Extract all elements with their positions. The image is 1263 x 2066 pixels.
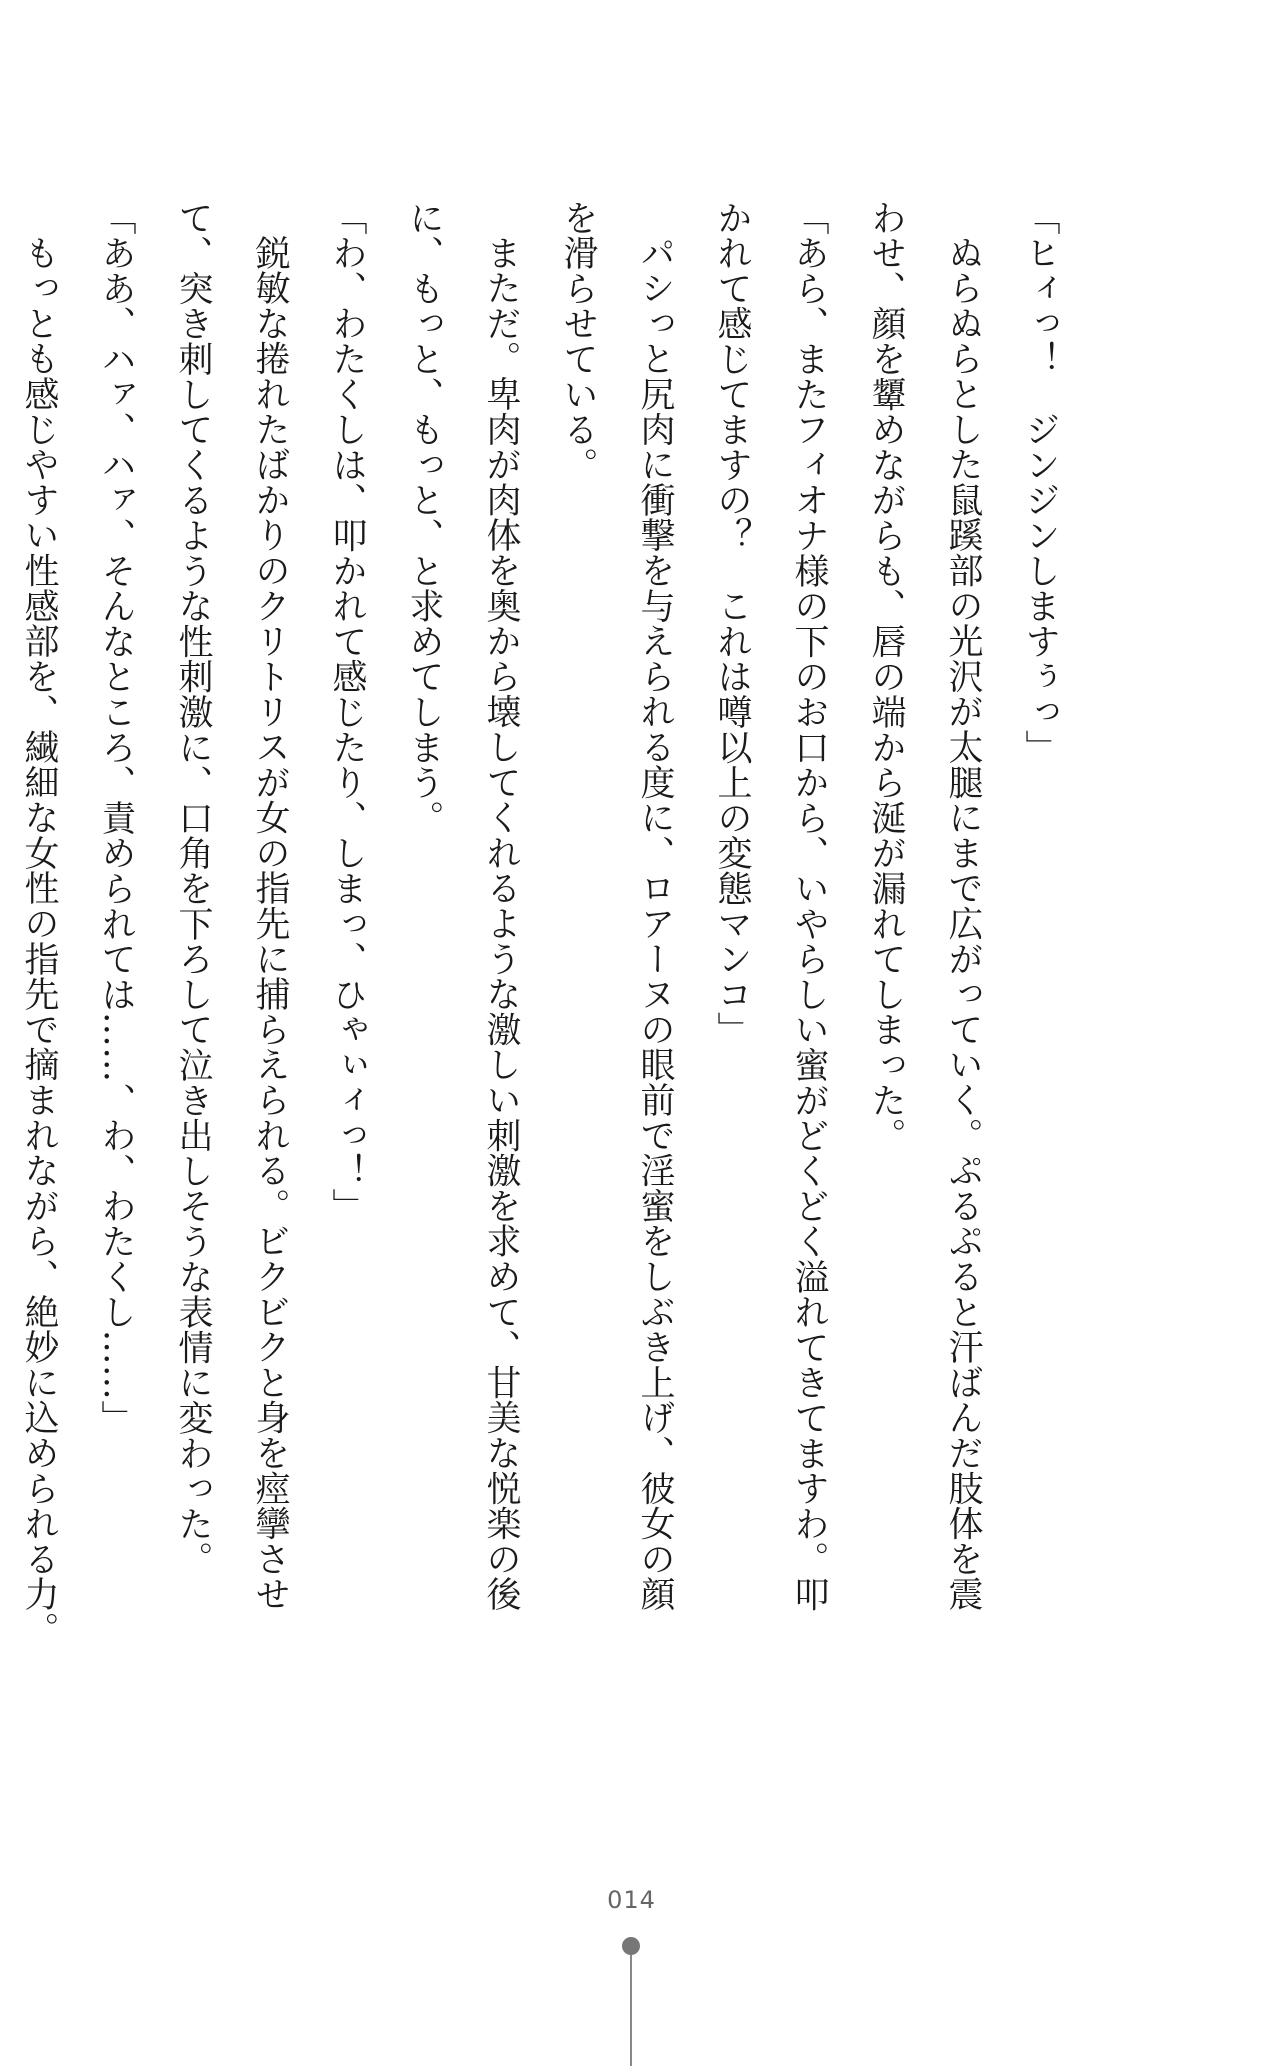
vertical-text-body bbox=[19, 200, 1078, 1700]
text-line-10: 「わ、わたくしは、叩かれて感じたり、しまっ、ひゃぃィっ！」 bbox=[327, 200, 367, 1224]
page-marker-dot bbox=[622, 1937, 640, 1955]
text-line-6: パシっと尻肉に衝撃を与えられる度に、ロアーヌの眼前で淫蜜をしぶき上げ、彼女の顔 bbox=[635, 235, 675, 1612]
text-line-7: を滑らせている。 bbox=[558, 200, 598, 483]
text-line-3: わせ、顔を顰めながらも、唇の端から涎が漏れてしまった。 bbox=[866, 200, 906, 1154]
text-line-13: 「ああ、ハァ、ハァ、そんなところ、責められては……、わ、わたくし……」 bbox=[96, 200, 136, 1436]
text-line-9: に、もっと、もっと、と求めてしまう。 bbox=[404, 200, 444, 836]
text-line-5: かれて感じてますの？ これは噂以上の変態マンコ」 bbox=[712, 200, 752, 1048]
text-line-2: ぬらぬらとした鼠蹊部の光沢が太腿にまで広がっていく。ぷるぷると汗ばんだ肢体を震 bbox=[943, 235, 983, 1612]
text-line-12: て、突き刺してくるような性刺激に、口角を下ろして泣き出しそうな表情に変わった。 bbox=[173, 200, 213, 1577]
text-line-4: 「あら、またフィオナ様の下のお口から、いやらしい蜜がどくどく溢れてきてますわ。叩 bbox=[789, 200, 829, 1612]
text-line-11: 鋭敏な捲れたばかりのクリトリスが女の指先に捕らえられる。ビクビクと身を痙攣させ bbox=[250, 235, 290, 1612]
page-number: 014 bbox=[607, 1886, 656, 1914]
page-marker-line bbox=[630, 1955, 632, 2066]
text-line-14: もっとも感じやすい性感部を、繊細な女性の指先で摘まれながら、絶妙に込められる力。 bbox=[19, 235, 59, 1647]
text-line-8: まただ。卑肉が肉体を奥から壊してくれるような激しい刺激を求めて、甘美な悦楽の後 bbox=[481, 235, 521, 1612]
text-line-1: 「ヒィっ！ ジンジンしますぅっ」 bbox=[1020, 200, 1060, 765]
